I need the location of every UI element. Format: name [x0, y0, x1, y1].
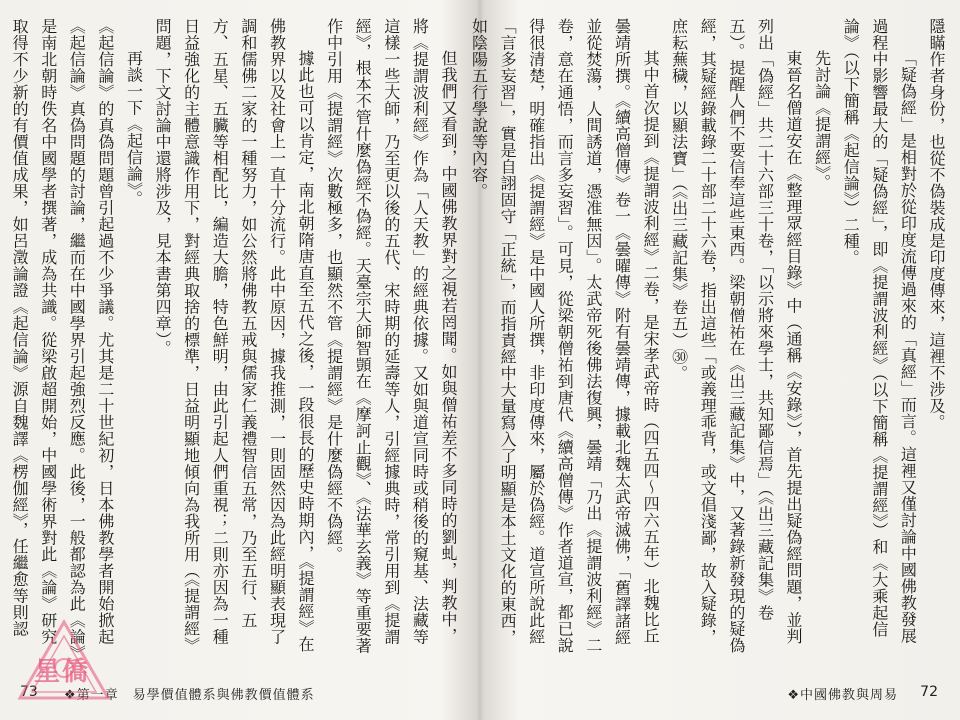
right-page [469, 0, 960, 720]
right-page-text [469, 18, 950, 660]
right-page-footer [482, 682, 960, 706]
left-page-text [10, 18, 462, 660]
watermark-stamp-text: 星僑 [34, 657, 91, 687]
left-page [0, 0, 478, 720]
left-paragraph-2: 據此也可以肯定，南北朝隋唐直至五代之後，一段很長的歷史時期內，《提謂經》在佛教界以及社會上一直十分流行。此中原因，據我推測，一則固然因為此經明顯表現了調和儒佛二家的一種努力，如公然將佛教五戒與儒家仁義禮智信五常，乃至五行、五方、五星、五臟等相配比，編造大膽，特色鮮明，由此引起人們重視；二則亦因為一種日益強化的主體意識作用下，對經典取捨的標準，日益明顯地傾向為我所用（《提謂經》問題，下文討論中還將涉及，見本書第四章）。 [153, 18, 316, 654]
right-paragraph-2: 「疑偽經」是相對於從印度流傳過來的「真經」而言。這裡又僅討論中國佛教發展過程中影響最大的「疑偽經」，即《提謂波利經》（以下簡稱《提謂經》）和《大乘起信論》（以下簡稱《起信論》）二種。 [841, 18, 918, 644]
right-page-number: 72 [920, 684, 938, 700]
right-paragraph-3: 先討論《提謂經》。 [812, 50, 832, 191]
left-paragraph-1: 但我們又看到，中國佛教界對之視若罔聞。如與僧祐差不多同時的劉虬，判教中，將《提謂波利經》作為「人天教」的經典依據。又如與道宣同時或稍後的窺基、法藏等這樣一些大師，乃至更以後的五代、宋時期的延壽等人，引經據典時，常引用到《提謂經》，根本不管什麼偽經不偽經。天臺宗大師智顗在《摩訶止觀》、《法華玄義》等重要著作中引用《提謂經》次數極多，也顯然不管《提謂經》是什麼偽經不偽經。 [324, 18, 458, 654]
left-page-number: 73 [20, 684, 38, 700]
right-paragraph-4: 東晉名僧道安在《整理眾經目錄》中（通稱《安錄》），首先提出疑偽經問題，並判列出「偽經」共二十六部三十卷，「以示將來學士，共知鄙信焉」（《出三藏記集》卷五）。提醒人們不要信奉這些東西。梁朝僧祐在《出三藏記集》中，又著錄新發現的疑偽經，其疑經錄載錄二十部二十六卷，指出這些「或義理乖背，或文倡淺鄙，故入疑錄，庶耘蕪穢，以顯法寶」（《出三藏記集》卷五）㉚。 [669, 18, 804, 654]
left-running-head: ❖第一章 易學價值體系與佛教價值體系 [64, 688, 315, 703]
right-running-head: ❖中國佛教與周易 [787, 688, 898, 703]
left-paragraph-3: 再談一下《起信論》。 [124, 50, 144, 207]
right-paragraph-5: 其中首次提到《提謂波利經》二卷，是宋孝武帝時（四五四～四六五年）北魏比丘曇靖所撰。《續高僧傳》卷一《曇曜傳》附有曇靖傳，據載北魏太武帝滅佛，「舊譯諸經並從焚蕩，人間誘道，憑准無因」。太武帝死後佛法復興，曇靖「乃出《提謂波利經》二卷，意在通悟，而言多妄習」。可見，從梁朝僧祐到唐代《續高僧傳》作者道宣，都已說得很清楚，明確指出《提謂經》是中國人所撰，非印度傳來，屬於偽經。道宣所說此經「言多妄習」，實是自詡固守「正統」，而指責經中大量寫入了明顯是本土文化的東西，如陰陽五行學說等內容。 [469, 18, 661, 654]
left-paragraph-4: 《起信論》的真偽問題曾引起過不少爭議。尤其是二十世紀初，日本佛教學者開始掀起《起信論》真偽問題的討論，繼而在中國學界引起強烈反應。此後，一般都認為此《論》是南北朝時佚名中國學者撰著，成為共識。從梁啟超開始，中國學術界對此《論》研究取得不少新的有價值成果，如呂澂論證《起信論》源自魏譯《楞伽經》，任繼愈等則認 [10, 18, 115, 654]
right-paragraph-1: 隱瞞作者身份，也從不偽裝成是印度傳來，這裡不涉及。 [927, 18, 946, 431]
